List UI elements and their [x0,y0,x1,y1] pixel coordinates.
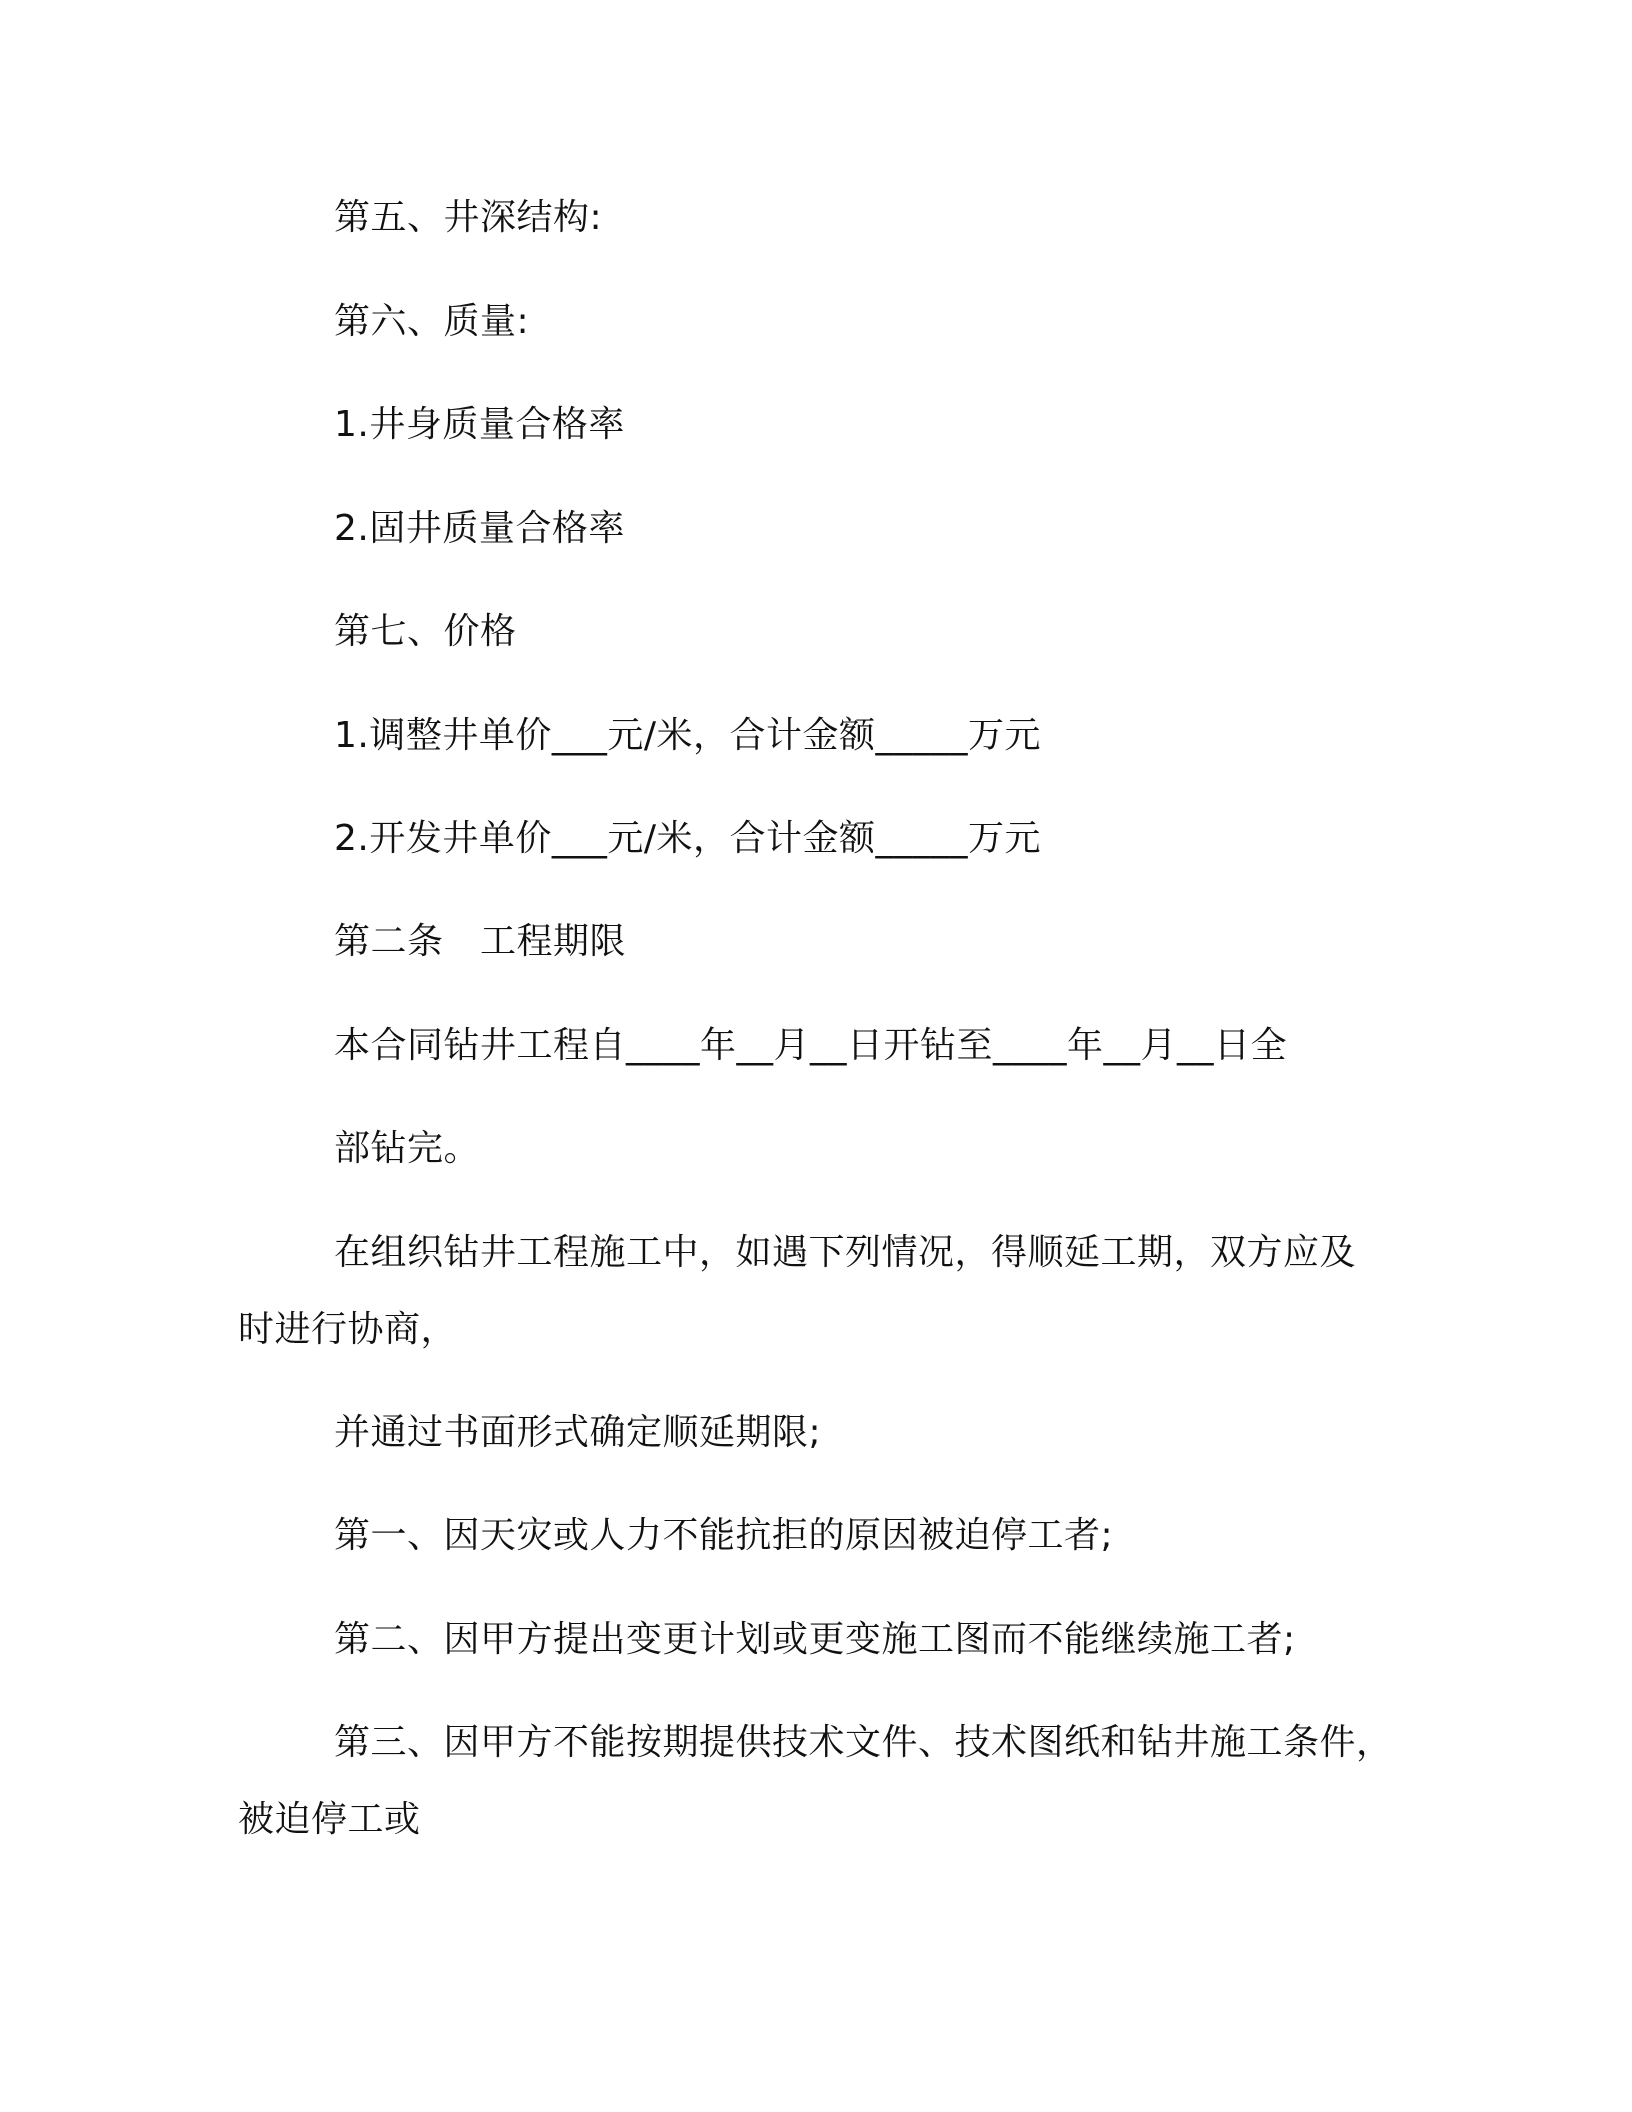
quality-item-2: 2.固井质量合格率 [334,508,625,549]
price-item-2: 2.开发井单价___元/米，合计金额_____万元 [334,818,1041,859]
condition-item-3-line-2: 被迫停工或 [238,1799,421,1840]
condition-item-2: 第二、因甲方提出变更计划或更变施工图而不能继续施工者; [334,1619,1296,1660]
clause-well-depth-structure: 第五、井深结构: [334,197,603,238]
extension-paragraph-line-3: 并通过书面形式确定顺延期限; [334,1412,822,1453]
extension-paragraph-line-1: 在组织钻井工程施工中，如遇下列情况，得顺延工期，双方应及 [334,1232,1357,1273]
duration-paragraph-line-2: 部钻完。 [334,1128,481,1169]
price-item-1: 1.调整井单价___元/米，合计金额_____万元 [334,715,1041,756]
condition-item-1: 第一、因天灾或人力不能抗拒的原因被迫停工者; [334,1515,1114,1556]
clause-price: 第七、价格 [334,611,517,652]
duration-paragraph-line-1: 本合同钻井工程自____年__月__日开钻至____年__月__日全 [334,1025,1288,1066]
condition-item-3-line-1: 第三、因甲方不能按期提供技术文件、技术图纸和钻井施工条件， [334,1722,1393,1763]
clause-quality: 第六、质量: [334,301,530,342]
article-heading-duration: 第二条 工程期限 [334,921,627,962]
quality-item-1: 1.井身质量合格率 [334,404,625,445]
extension-paragraph-line-2: 时进行协商， [238,1309,458,1350]
